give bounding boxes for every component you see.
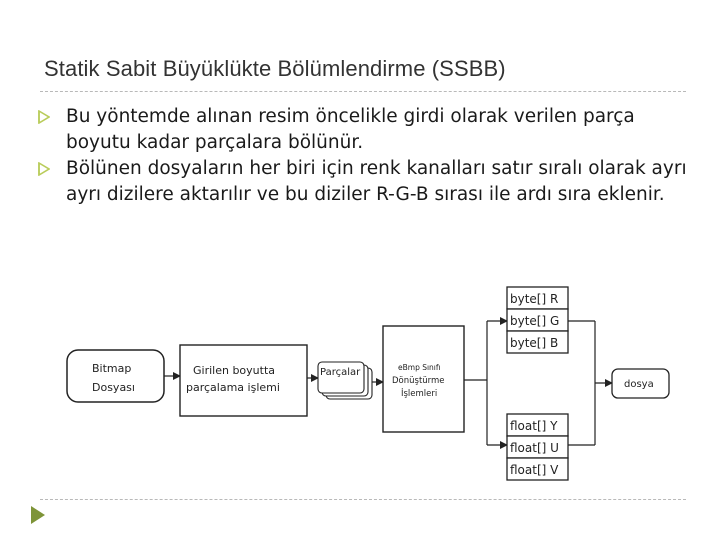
bitmap-label-line1: Bitmap (92, 362, 132, 375)
bottom-divider (40, 499, 686, 500)
output-file-node (612, 369, 669, 398)
output-label: dosya (624, 379, 654, 390)
float-y-label: float[] Y (510, 419, 558, 433)
float-v-label: float[] V (510, 463, 559, 477)
converter-label-line3: İşlemleri (401, 389, 438, 399)
top-divider (40, 91, 686, 92)
bullet-text: Bu yöntemde alınan resim öncelikle girdi olarak verilen parça boyutu kadar parçalara bölünür. (66, 106, 635, 153)
slide-title: Statik Sabit Büyüklükte Bölümlendirme (SSBB) (44, 56, 506, 81)
pieces-label: Parçalar (320, 367, 361, 378)
split-label-line1: Girilen boyutta (193, 364, 276, 377)
pieces-stack-node (318, 362, 372, 399)
footer-play-icon (30, 505, 46, 525)
byte-b-label: byte[] B (510, 336, 559, 350)
process-diagram (0, 280, 720, 495)
byte-r-label: byte[] R (510, 292, 559, 306)
bitmap-label-line2: Dosyası (92, 381, 135, 394)
bullet-item (38, 104, 688, 156)
converter-label-line1: eBmp Sınıfı (398, 363, 441, 372)
split-process-node (180, 345, 307, 416)
converter-node (383, 326, 464, 432)
bitmap-file-node (67, 350, 164, 402)
bullet-text: Bölünen dosyaların her biri için renk kanalları satır sıralı olarak ayrı ayrı dizilere aktarılır ve bu diziler R-G-B sırası ile ardı sıra eklenir. (66, 158, 687, 205)
float-u-label: float[] U (510, 441, 559, 455)
bullet-item (38, 156, 688, 208)
byte-g-label: byte[] G (510, 314, 560, 328)
byte-array-group (507, 287, 568, 353)
bullet-list (38, 104, 688, 208)
bullet-arrow-icon (38, 162, 50, 176)
bullet-arrow-icon (38, 110, 50, 124)
converter-label-line2: Dönüştürme (392, 376, 445, 386)
float-array-group (507, 414, 568, 480)
split-label-line2: parçalama işlemi (186, 381, 280, 394)
